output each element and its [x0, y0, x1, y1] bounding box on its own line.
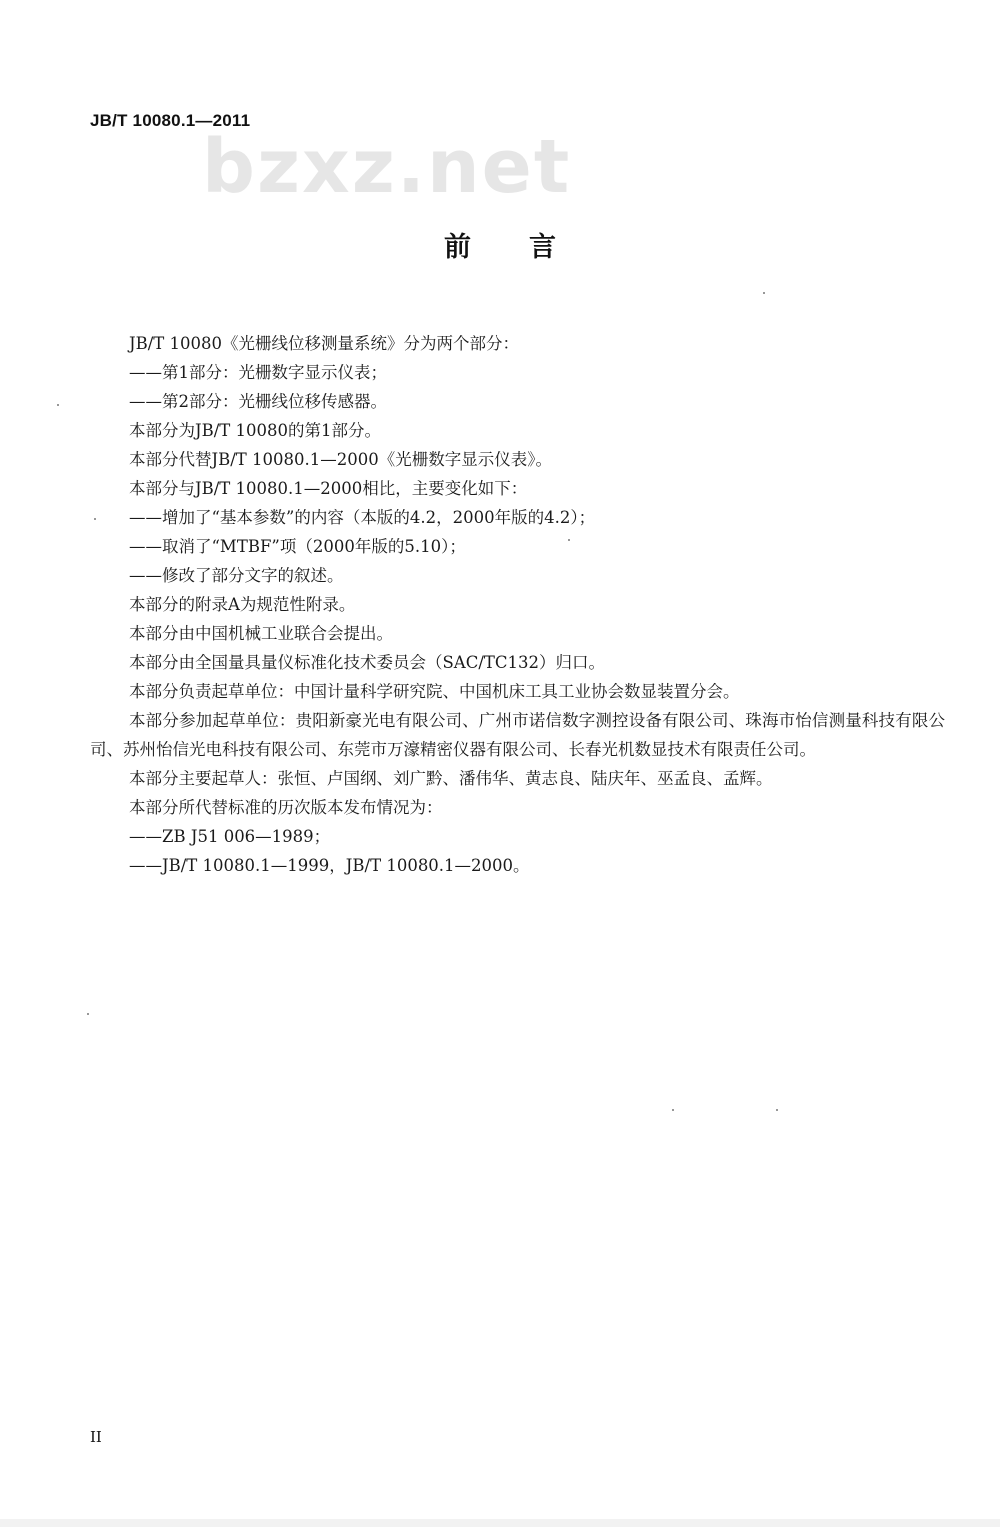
scan-speck [672, 1109, 674, 1111]
section-title [0, 228, 1000, 268]
paragraph-part-statement: 本部分为JB/T 10080的第1部分。 [129, 421, 382, 440]
page-number: II [90, 1428, 102, 1446]
paragraph-centralized-by: 本部分由全国量具量仪标准化技术委员会（SAC/TC132）归口。 [129, 653, 606, 672]
list-item-history-2: ——JB/T 10080.1—1999，JB/T 10080.1—2000。 [129, 856, 530, 875]
paragraph-intro: JB/T 10080《光栅线位移测量系统》分为两个部分： [129, 334, 520, 353]
scan-edge [0, 1519, 1000, 1527]
paragraph-proposed-by: 本部分由中国机械工业联合会提出。 [129, 624, 393, 643]
list-item-change-3: ——修改了部分文字的叙述。 [129, 566, 344, 585]
scan-speck [87, 1013, 89, 1015]
scan-speck [763, 292, 765, 294]
watermark: bzxz.net [202, 124, 572, 210]
list-item-part2: ——第2部分：光栅线位移传感器。 [129, 392, 387, 411]
scan-speck [94, 518, 96, 520]
paragraph-drafting-lead: 本部分负责起草单位：中国计量科学研究院、中国机床工具工业协会数显装置分会。 [129, 682, 740, 701]
paragraph-replaces: 本部分代替JB/T 10080.1—2000《光栅数字显示仪表》。 [129, 450, 553, 469]
paragraph-changes-intro: 本部分与JB/T 10080.1—2000相比，主要变化如下： [129, 479, 528, 498]
title-char-2: 言 [529, 232, 556, 263]
paragraph-annex: 本部分的附录A为规范性附录。 [129, 595, 356, 614]
list-item-history-1: ——ZB J51 006—1989； [129, 827, 331, 846]
paragraph-drafting-participants: 本部分参加起草单位：贵阳新豪光电有限公司、广州市诺信数字测控设备有限公司、珠海市怡信测量科技有限公司、苏州怡信光电科技有限公司、东莞市万濠精密仪器有限公司、长春光机数显技术有限责任公司。 [90, 711, 945, 759]
scan-speck [57, 404, 59, 406]
foreword-body [90, 329, 945, 880]
list-item-change-1: ——增加了“基本参数”的内容（本版的4.2，2000年版的4.2）； [129, 508, 596, 527]
list-item-part1: ——第1部分：光栅数字显示仪表； [129, 363, 387, 382]
scan-speck [776, 1109, 778, 1111]
paragraph-drafters: 本部分主要起草人：张恒、卢国纲、刘广黔、潘伟华、黄志良、陆庆年、巫孟良、孟辉。 [129, 769, 773, 788]
document-code: JB/T 10080.1—2011 [90, 111, 251, 130]
scan-speck [568, 539, 570, 541]
title-char-1: 前 [444, 232, 471, 263]
list-item-change-2: ——取消了“MTBF”项（2000年版的5.10）； [129, 537, 466, 556]
paragraph-history-intro: 本部分所代替标准的历次版本发布情况为： [129, 798, 443, 817]
